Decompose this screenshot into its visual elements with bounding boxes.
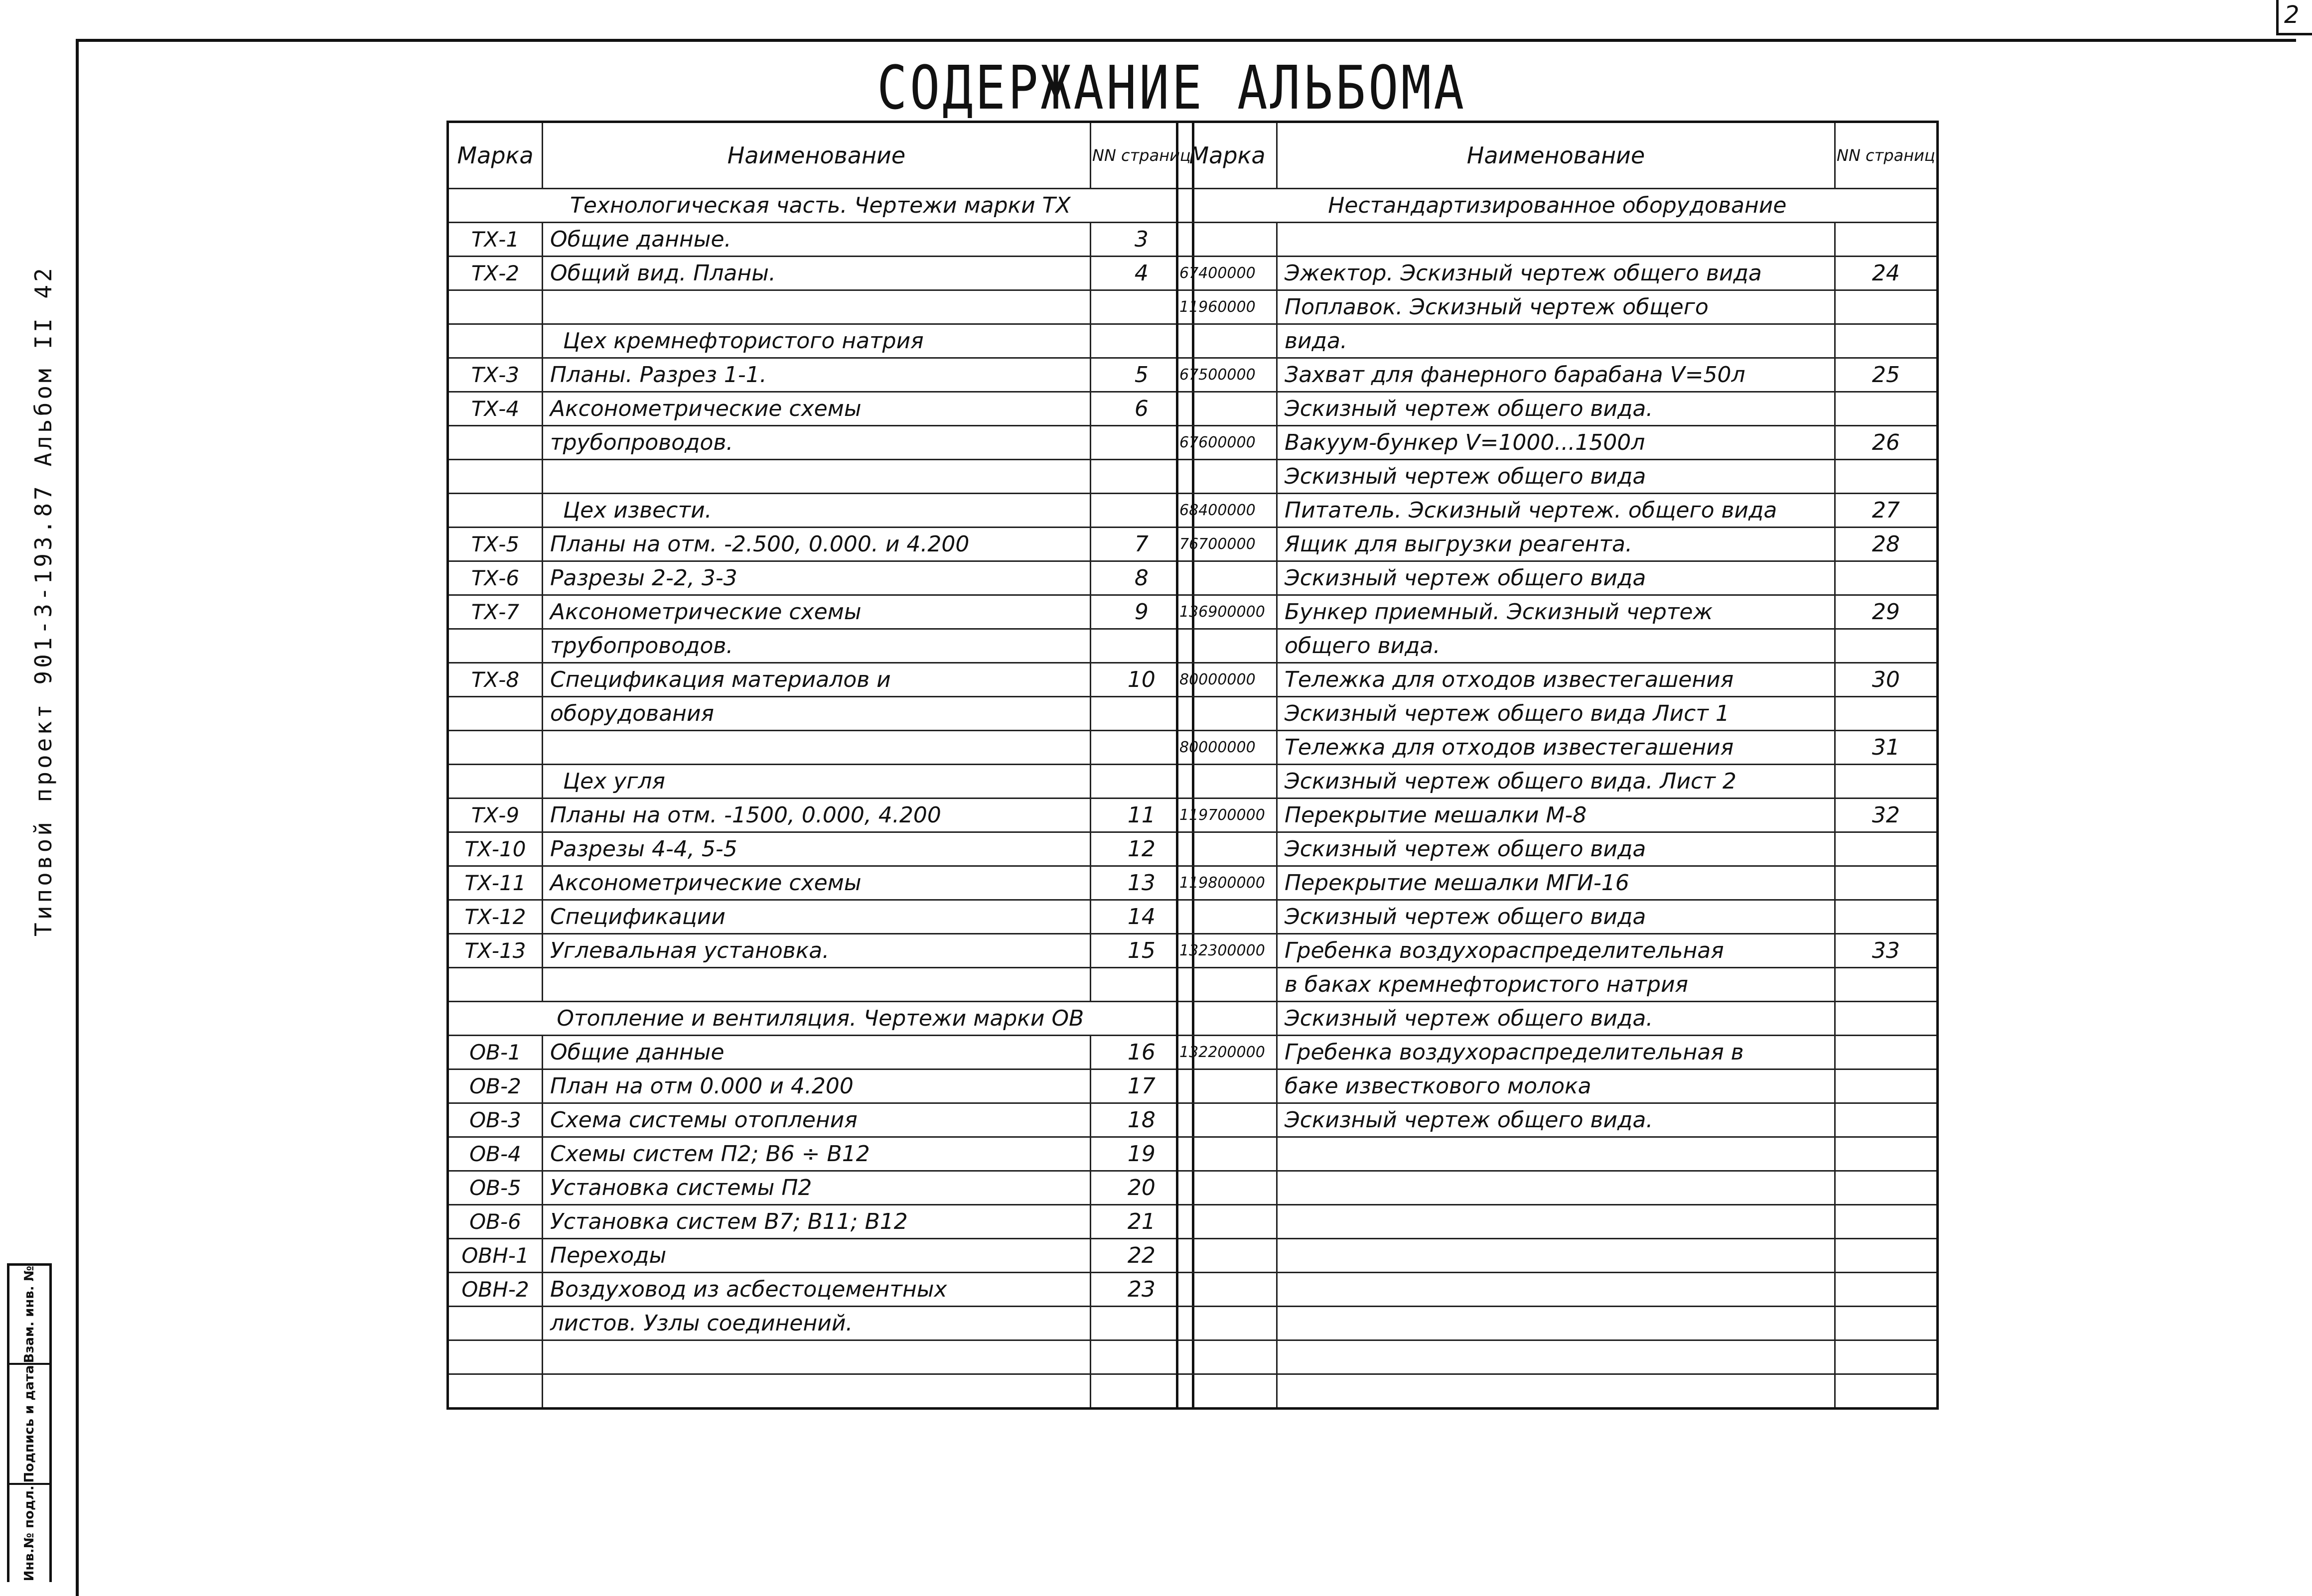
cell-mark: ТХ-2: [448, 257, 543, 290]
cell-mark: [1177, 1340, 1277, 1374]
cell-name: [1277, 1273, 1835, 1307]
cell-mark: ТХ-5: [448, 528, 543, 561]
cell-mark: 11960000: [1177, 290, 1277, 324]
cell-name: Поплавок. Эскизный чертеж общего: [1277, 290, 1835, 324]
table-row: [1177, 1171, 1938, 1205]
cell-page: 22: [1091, 1239, 1193, 1273]
cell-page: [1835, 324, 1938, 358]
table-row: [1177, 426, 1938, 460]
header-name: Наименование: [1277, 122, 1835, 189]
cell-mark: ТХ-3: [448, 358, 543, 392]
table-row: [1177, 798, 1938, 832]
cell-mark: ОВ-2: [448, 1069, 543, 1103]
table-row: [448, 290, 1193, 324]
table-row: [1177, 968, 1938, 1002]
table-row: [1177, 257, 1938, 290]
table-row: [448, 663, 1193, 697]
table-row: [1177, 1036, 1938, 1069]
cell-page: 3: [1091, 223, 1193, 257]
table-row: [1177, 1103, 1938, 1137]
stamp-cell: Взам. инв. №: [9, 1266, 49, 1365]
table-header-row: [448, 122, 1193, 189]
table-row: [1177, 223, 1938, 257]
page-number: 2: [2284, 1, 2300, 29]
side-project-label: Типовой проект 901-3-193.87 Альбом II 42: [30, 265, 57, 936]
cell-name: общего вида.: [1277, 629, 1835, 663]
table-row: [1177, 697, 1938, 731]
cell-page: 32: [1835, 798, 1938, 832]
table-row: [1177, 1340, 1938, 1374]
cell-mark: ТХ-4: [448, 392, 543, 426]
table-row: [448, 1137, 1193, 1171]
cell-page: [1835, 1205, 1938, 1239]
table-row: [448, 257, 1193, 290]
cell-page: [1835, 1103, 1938, 1137]
table-row: [448, 358, 1193, 392]
table-row: [448, 731, 1193, 765]
cell-name: Общий вид. Планы.: [543, 257, 1091, 290]
stamp-cell: Подпись и дата: [9, 1365, 49, 1485]
cell-name: Бункер приемный. Эскизный чертеж: [1277, 595, 1835, 629]
cell-mark: [1177, 324, 1277, 358]
cell-page: [1835, 697, 1938, 731]
table-row: [448, 866, 1193, 900]
cell-name: Общие данные.: [543, 223, 1091, 257]
header-pages: NN страниц: [1835, 122, 1938, 189]
header-pages: NN страниц: [1091, 122, 1193, 189]
table-row: [448, 629, 1193, 663]
table-row: [1177, 1239, 1938, 1273]
cell-mark: 67400000: [1177, 257, 1277, 290]
cell-mark: [1177, 1171, 1277, 1205]
cell-mark: ТХ-7: [448, 595, 543, 629]
cell-name: Спецификации: [543, 900, 1091, 934]
cell-page: 6: [1091, 392, 1193, 426]
cell-name: листов. Узлы соединений.: [543, 1307, 1091, 1340]
table-row: [1177, 595, 1938, 629]
table-row: [448, 900, 1193, 934]
section-row: [448, 189, 1193, 223]
table-row: [448, 832, 1193, 866]
page-title: СОДЕРЖАНИЕ АЛЬБОМА: [877, 54, 1467, 123]
cell-mark: [448, 494, 543, 528]
cell-name: Эскизный чертеж общего вида Лист 1: [1277, 697, 1835, 731]
cell-mark: ТХ-6: [448, 561, 543, 595]
cell-page: 12: [1091, 832, 1193, 866]
cell-mark: ТХ-9: [448, 798, 543, 832]
cell-page: 26: [1835, 426, 1938, 460]
cell-mark: [448, 1340, 543, 1374]
cell-mark: [1177, 697, 1277, 731]
cell-name: Тележка для отходов известегашения: [1277, 663, 1835, 697]
cell-name: Эскизный чертеж общего вида: [1277, 900, 1835, 934]
cell-name: Эскизный чертеж общего вида.: [1277, 1103, 1835, 1137]
table-row: [1177, 900, 1938, 934]
subsection-title: Цех кремнефтористого натрия: [543, 324, 1091, 358]
table-row: [1177, 1307, 1938, 1340]
subsection-title: Цех извести.: [543, 494, 1091, 528]
cell-name: Вакуум-бункер V=1000...1500л: [1277, 426, 1835, 460]
cell-name: Перекрытие мешалки МГИ-16: [1277, 866, 1835, 900]
cell-page: 8: [1091, 561, 1193, 595]
table-row: [448, 223, 1193, 257]
table-row: [448, 561, 1193, 595]
cell-name: [1277, 1137, 1835, 1171]
cell-name: План на отм 0.000 и 4.200: [543, 1069, 1091, 1103]
cell-name: Установка системы П2: [543, 1171, 1091, 1205]
cell-name: Планы на отм. -1500, 0.000, 4.200: [543, 798, 1091, 832]
table-row: [1177, 494, 1938, 528]
subsection-title: Цех угля: [543, 765, 1091, 798]
stamp-cell: Инв.№ подл.: [22, 1485, 37, 1582]
cell-name: [1277, 223, 1835, 257]
cell-page: 30: [1835, 663, 1938, 697]
cell-name: Гребенка воздухораспределительная: [1277, 934, 1835, 968]
cell-name: вида.: [1277, 324, 1835, 358]
cell-name: Тележка для отходов известегашения: [1277, 731, 1835, 765]
cell-page: 25: [1835, 358, 1938, 392]
cell-page: [1835, 392, 1938, 426]
cell-name: [543, 290, 1091, 324]
cell-name: Аксонометрические схемы: [543, 392, 1091, 426]
table-row: [1177, 629, 1938, 663]
cell-page: [1835, 765, 1938, 798]
cell-name: Эскизный чертеж общего вида.: [1277, 1002, 1835, 1036]
table-row: [448, 426, 1193, 460]
cell-mark: [1177, 832, 1277, 866]
header-name: Наименование: [543, 122, 1091, 189]
cell-name: Аксонометрические схемы: [543, 595, 1091, 629]
cell-mark: 68400000: [1177, 494, 1277, 528]
table-row: [448, 1273, 1193, 1307]
table-row: [1177, 663, 1938, 697]
cell-mark: ТХ-12: [448, 900, 543, 934]
cell-name: Эскизный чертеж общего вида. Лист 2: [1277, 765, 1835, 798]
cell-mark: ОВН-1: [448, 1239, 543, 1273]
cell-mark: 119800000: [1177, 866, 1277, 900]
table-row: [1177, 1205, 1938, 1239]
cell-page: [1835, 1137, 1938, 1171]
cell-name: Аксонометрические схемы: [543, 866, 1091, 900]
cell-page: [1835, 968, 1938, 1002]
cell-page: 23: [1091, 1273, 1193, 1307]
cell-page: [1835, 1340, 1938, 1374]
cell-mark: [1177, 1205, 1277, 1239]
cell-page: [1835, 1171, 1938, 1205]
cell-name: в баках кремнефтористого натрия: [1277, 968, 1835, 1002]
cell-name: [543, 460, 1091, 494]
table-row: [1177, 765, 1938, 798]
cell-page: 31: [1835, 731, 1938, 765]
subsection-row: [448, 324, 1193, 358]
cell-mark: ТХ-1: [448, 223, 543, 257]
section-title: Отопление и вентиляция. Чертежи марки ОВ: [448, 1002, 1193, 1036]
table-row: [448, 1340, 1193, 1374]
table-row: [448, 697, 1193, 731]
cell-mark: ОВН-2: [448, 1273, 543, 1307]
table-row: [448, 1171, 1193, 1205]
cell-mark: 132200000: [1177, 1036, 1277, 1069]
cell-page: 16: [1091, 1036, 1193, 1069]
table-row: [448, 798, 1193, 832]
cell-mark: ТХ-10: [448, 832, 543, 866]
section-row: [1177, 189, 1938, 223]
table-row: [1177, 358, 1938, 392]
cell-page: 18: [1091, 1103, 1193, 1137]
table-header-row: [1177, 122, 1938, 189]
contents-table-right: [1176, 121, 1939, 1410]
cell-mark: [448, 765, 543, 798]
cell-mark: [1177, 1307, 1277, 1340]
table-row: [1177, 290, 1938, 324]
cell-mark: ОВ-4: [448, 1137, 543, 1171]
cell-name: баке известкового молока: [1277, 1069, 1835, 1103]
cell-name: Схемы систем П2; В6 ÷ В12: [543, 1137, 1091, 1171]
cell-mark: [1177, 629, 1277, 663]
cell-name: Спецификация материалов и: [543, 663, 1091, 697]
table-row: [448, 1036, 1193, 1069]
table-row: [1177, 561, 1938, 595]
cell-name: Эскизный чертеж общего вида.: [1277, 392, 1835, 426]
cell-name: трубопроводов.: [543, 629, 1091, 663]
cell-mark: [1177, 223, 1277, 257]
section-title: Нестандартизированное оборудование: [1177, 189, 1938, 223]
table-row: [1177, 832, 1938, 866]
cell-name: Эскизный чертеж общего вида: [1277, 832, 1835, 866]
cell-name: Эскизный чертеж общего вида: [1277, 460, 1835, 494]
table-row: [1177, 866, 1938, 900]
cell-page: [1835, 1307, 1938, 1340]
cell-page: 21: [1091, 1205, 1193, 1239]
cell-mark: 67600000: [1177, 426, 1277, 460]
cell-mark: [1177, 1002, 1277, 1036]
table-row: [1177, 934, 1938, 968]
table-row: [1177, 1273, 1938, 1307]
cell-name: Эжектор. Эскизный чертеж общего вида: [1277, 257, 1835, 290]
cell-mark: [448, 460, 543, 494]
cell-mark: 67500000: [1177, 358, 1277, 392]
table-row: [1177, 528, 1938, 561]
cell-name: [1277, 1171, 1835, 1205]
cell-name: Разрезы 2-2, 3-3: [543, 561, 1091, 595]
cell-page: 4: [1091, 257, 1193, 290]
table-row: [448, 1103, 1193, 1137]
cell-mark: 80000000: [1177, 731, 1277, 765]
contents-table-left: [446, 121, 1194, 1410]
cell-page: [1835, 561, 1938, 595]
table-row: [1177, 324, 1938, 358]
cell-page: 17: [1091, 1069, 1193, 1103]
cell-page: [1835, 1036, 1938, 1069]
cell-mark: ТХ-13: [448, 934, 543, 968]
table-row: [1177, 731, 1938, 765]
section-row: [448, 1002, 1193, 1036]
cell-name: трубопроводов.: [543, 426, 1091, 460]
cell-page: 28: [1835, 528, 1938, 561]
cell-mark: [448, 968, 543, 1002]
cell-name: [543, 968, 1091, 1002]
cell-name: [1277, 1374, 1835, 1409]
approval-stamp: [7, 1263, 52, 1582]
cell-name: Воздуховод из асбестоцементных: [543, 1273, 1091, 1307]
cell-page: [1835, 290, 1938, 324]
cell-name: [1277, 1307, 1835, 1340]
cell-mark: [448, 290, 543, 324]
cell-page: 9: [1091, 595, 1193, 629]
cell-page: 29: [1835, 595, 1938, 629]
cell-mark: [1177, 1103, 1277, 1137]
cell-mark: [448, 324, 543, 358]
table-row: [1177, 460, 1938, 494]
cell-page: 7: [1091, 528, 1193, 561]
cell-mark: 132300000: [1177, 934, 1277, 968]
table-row: [448, 528, 1193, 561]
table-row: [448, 1239, 1193, 1273]
cell-name: Перекрытие мешалки М-8: [1277, 798, 1835, 832]
cell-page: 10: [1091, 663, 1193, 697]
cell-mark: 119700000: [1177, 798, 1277, 832]
cell-page: [1835, 1002, 1938, 1036]
cell-name: Установка систем В7; В11; В12: [543, 1205, 1091, 1239]
cell-page: 24: [1835, 257, 1938, 290]
cell-page: 13: [1091, 866, 1193, 900]
cell-mark: [1177, 900, 1277, 934]
cell-mark: [448, 426, 543, 460]
cell-page: 20: [1091, 1171, 1193, 1205]
cell-mark: ОВ-6: [448, 1205, 543, 1239]
cell-name: Ящик для выгрузки реагента.: [1277, 528, 1835, 561]
cell-page: [1835, 1273, 1938, 1307]
table-row: [1177, 1374, 1938, 1409]
cell-mark: ОВ-5: [448, 1171, 543, 1205]
cell-mark: [1177, 460, 1277, 494]
cell-mark: [1177, 968, 1277, 1002]
cell-mark: ТХ-8: [448, 663, 543, 697]
cell-mark: [448, 1374, 543, 1409]
table-row: [1177, 392, 1938, 426]
cell-name: [543, 1374, 1091, 1409]
cell-page: [1835, 866, 1938, 900]
cell-name: Планы на отм. -2.500, 0.000. и 4.200: [543, 528, 1091, 561]
table-row: [448, 934, 1193, 968]
cell-mark: [448, 697, 543, 731]
cell-page: [1835, 900, 1938, 934]
cell-page: 33: [1835, 934, 1938, 968]
cell-mark: [1177, 1069, 1277, 1103]
table-row: [1177, 1002, 1938, 1036]
cell-page: 19: [1091, 1137, 1193, 1171]
cell-page: [1835, 832, 1938, 866]
cell-name: [1277, 1205, 1835, 1239]
cell-page: 11: [1091, 798, 1193, 832]
cell-name: Разрезы 4-4, 5-5: [543, 832, 1091, 866]
table-row: [448, 595, 1193, 629]
table-row: [1177, 1137, 1938, 1171]
cell-mark: [448, 1307, 543, 1340]
cell-name: Гребенка воздухораспределительная в: [1277, 1036, 1835, 1069]
cell-name: [1277, 1340, 1835, 1374]
cell-mark: [1177, 1137, 1277, 1171]
cell-mark: 76700000: [1177, 528, 1277, 561]
cell-mark: [448, 629, 543, 663]
cell-name: оборудования: [543, 697, 1091, 731]
cell-name: Питатель. Эскизный чертеж. общего вида: [1277, 494, 1835, 528]
cell-name: Схема системы отопления: [543, 1103, 1091, 1137]
cell-name: Планы. Разрез 1-1.: [543, 358, 1091, 392]
cell-mark: [1177, 561, 1277, 595]
table-row: [448, 968, 1193, 1002]
cell-name: Углевальная установка.: [543, 934, 1091, 968]
table-row: [1177, 1069, 1938, 1103]
cell-name: [543, 731, 1091, 765]
table-row: [448, 1307, 1193, 1340]
header-mark: Марка: [448, 122, 543, 189]
subsection-row: [448, 494, 1193, 528]
cell-name: [543, 1340, 1091, 1374]
cell-mark: [1177, 1273, 1277, 1307]
cell-mark: 136900000: [1177, 595, 1277, 629]
table-row: [448, 1069, 1193, 1103]
cell-mark: ОВ-3: [448, 1103, 543, 1137]
cell-mark: [1177, 392, 1277, 426]
table-row: [448, 392, 1193, 426]
cell-name: Переходы: [543, 1239, 1091, 1273]
section-title: Технологическая часть. Чертежи марки ТХ: [448, 189, 1193, 223]
cell-page: [1835, 1239, 1938, 1273]
cell-mark: [1177, 765, 1277, 798]
cell-mark: 80000000: [1177, 663, 1277, 697]
cell-page: [1835, 223, 1938, 257]
header-mark: Марка: [1177, 122, 1277, 189]
cell-mark: [1177, 1239, 1277, 1273]
cell-mark: ТХ-11: [448, 866, 543, 900]
cell-name: Захват для фанерного барабана V=50л: [1277, 358, 1835, 392]
cell-mark: ОВ-1: [448, 1036, 543, 1069]
cell-page: 14: [1091, 900, 1193, 934]
cell-page: 5: [1091, 358, 1193, 392]
cell-mark: [448, 731, 543, 765]
table-row: [448, 460, 1193, 494]
table-row: [448, 1205, 1193, 1239]
cell-name: Общие данные: [543, 1036, 1091, 1069]
cell-page: 15: [1091, 934, 1193, 968]
cell-name: Эскизный чертеж общего вида: [1277, 561, 1835, 595]
cell-page: [1835, 460, 1938, 494]
cell-mark: [1177, 1374, 1277, 1409]
cell-page: [1835, 1374, 1938, 1409]
cell-page: 27: [1835, 494, 1938, 528]
cell-name: [1277, 1239, 1835, 1273]
subsection-row: [448, 765, 1193, 798]
table-row: [448, 1374, 1193, 1409]
cell-page: [1835, 1069, 1938, 1103]
cell-page: [1835, 629, 1938, 663]
